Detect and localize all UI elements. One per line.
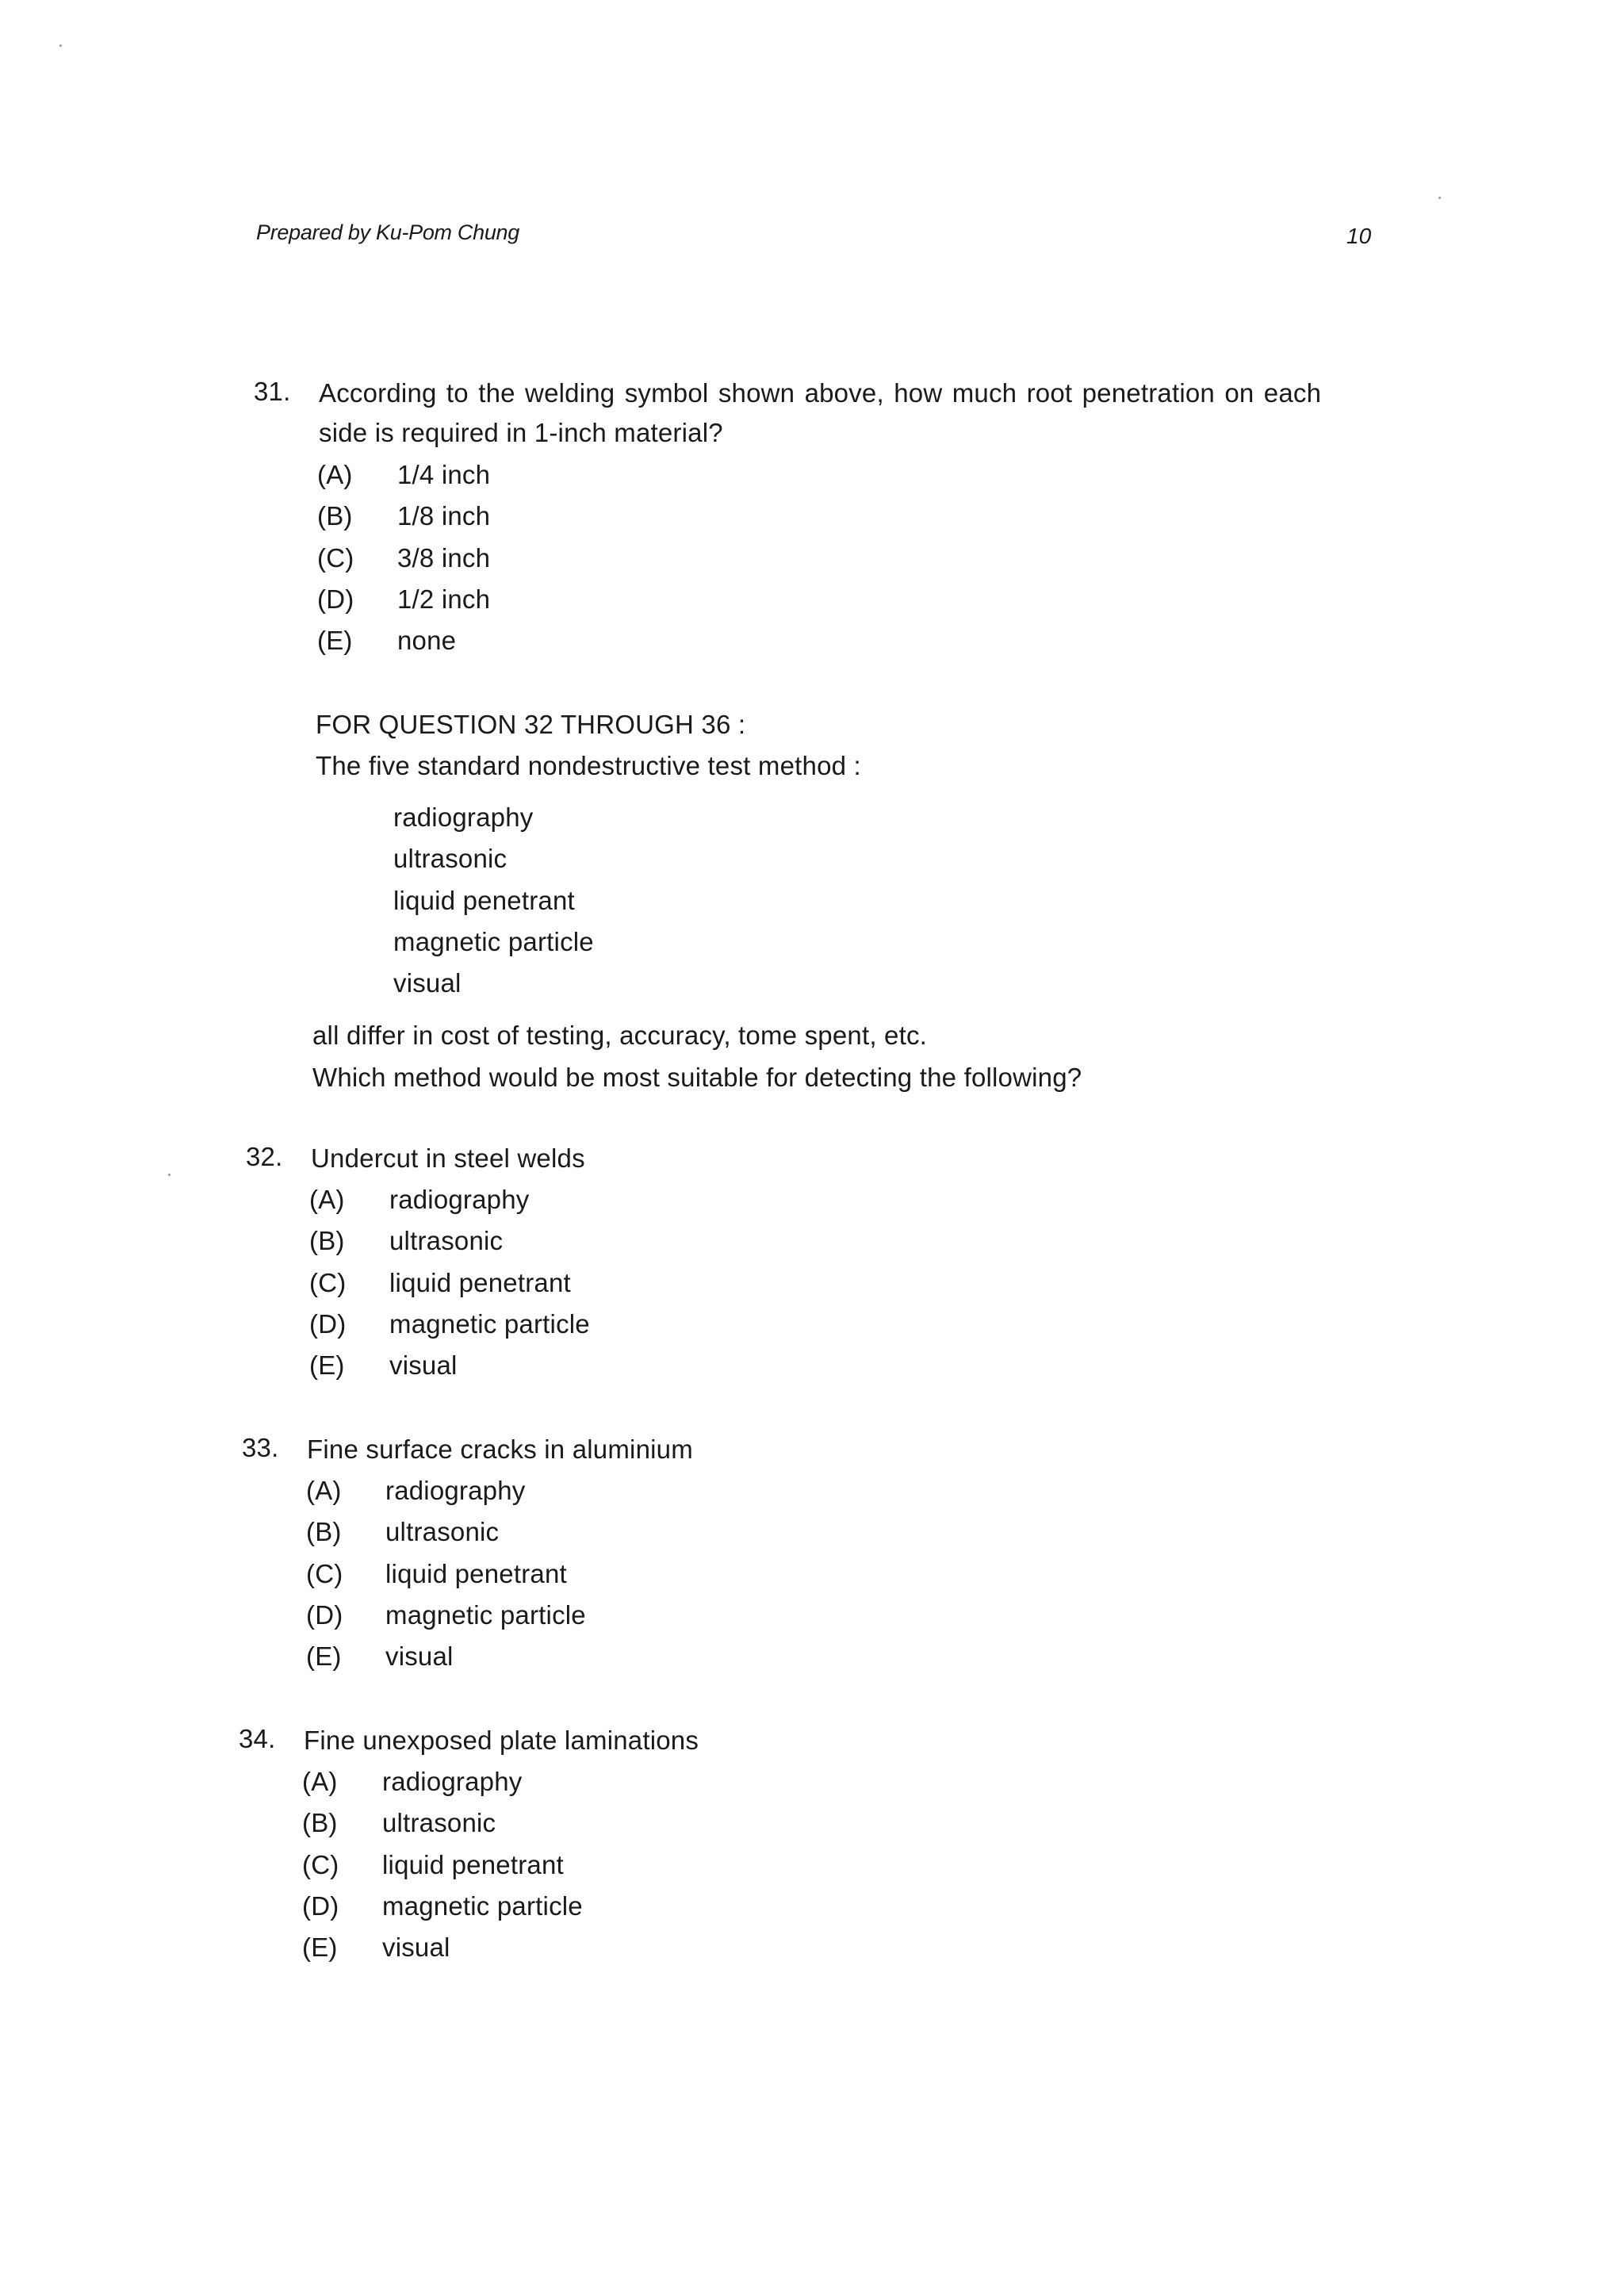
option-text: radiography: [382, 1767, 523, 1796]
method-item: radiography: [393, 802, 534, 832]
option-text: magnetic particle: [382, 1891, 583, 1921]
scan-speck: [59, 44, 62, 47]
scan-speck: [1438, 197, 1441, 199]
option-text: magnetic particle: [389, 1309, 590, 1339]
question-number: 33.: [242, 1433, 279, 1462]
page-number: 10: [1346, 224, 1372, 248]
section-question: Which method would be most suitable for detecting the following?: [312, 1063, 1082, 1092]
option-letter: (A): [317, 460, 353, 489]
option-text: ultrasonic: [385, 1517, 500, 1546]
option-text: radiography: [389, 1185, 530, 1214]
question-stem: Fine surface cracks in aluminium: [307, 1435, 693, 1464]
option-letter: (B): [302, 1808, 338, 1837]
option-letter: (B): [306, 1517, 342, 1546]
option-text: none: [397, 626, 457, 655]
option-text: 3/8 inch: [397, 543, 491, 573]
option-text: 1/8 inch: [397, 501, 491, 531]
question-number: 32.: [246, 1142, 283, 1171]
option-letter: (C): [317, 543, 354, 573]
option-text: 1/2 inch: [397, 584, 491, 614]
option-letter: (B): [317, 501, 353, 531]
option-text: ultrasonic: [389, 1226, 504, 1255]
option-letter: (D): [302, 1891, 339, 1921]
question-number: 34.: [239, 1724, 276, 1753]
option-letter: (E): [302, 1933, 338, 1962]
option-text: magnetic particle: [385, 1600, 586, 1630]
option-text: liquid penetrant: [385, 1559, 567, 1588]
option-letter: (E): [317, 626, 353, 655]
option-letter: (C): [309, 1268, 347, 1297]
method-item: liquid penetrant: [393, 886, 575, 915]
question-number: 31.: [254, 377, 291, 406]
option-letter: (C): [306, 1559, 343, 1588]
option-text: radiography: [385, 1476, 526, 1505]
option-text: visual: [382, 1933, 450, 1962]
option-letter: (C): [302, 1850, 339, 1879]
question-stem: Undercut in steel welds: [311, 1143, 585, 1173]
section-note: all differ in cost of testing, accuracy, tome spent, etc.: [312, 1021, 928, 1050]
section-heading: FOR QUESTION 32 THROUGH 36 :: [316, 710, 746, 739]
question-stem: side is required in 1-inch material?: [319, 418, 723, 447]
option-text: liquid penetrant: [389, 1268, 571, 1297]
option-letter: (D): [317, 584, 354, 614]
scan-speck: [168, 1174, 170, 1176]
header-author: Prepared by Ku-Pom Chung: [256, 220, 519, 244]
option-text: 1/4 inch: [397, 460, 491, 489]
question-stem: Fine unexposed plate laminations: [304, 1726, 699, 1755]
option-letter: (A): [306, 1476, 342, 1505]
section-intro: The five standard nondestructive test method :: [316, 751, 861, 780]
method-item: ultrasonic: [393, 844, 508, 873]
option-letter: (D): [306, 1600, 343, 1630]
method-item: magnetic particle: [393, 927, 594, 956]
option-letter: (E): [309, 1350, 345, 1380]
option-letter: (E): [306, 1641, 342, 1671]
method-item: visual: [393, 968, 462, 998]
option-text: visual: [385, 1641, 454, 1671]
option-letter: (B): [309, 1226, 345, 1255]
option-letter: (A): [309, 1185, 345, 1214]
option-letter: (A): [302, 1767, 338, 1796]
option-text: ultrasonic: [382, 1808, 496, 1837]
option-letter: (D): [309, 1309, 347, 1339]
option-text: visual: [389, 1350, 458, 1380]
question-stem: According to the welding symbol shown above, how much root penetration on each: [319, 378, 1322, 408]
option-text: liquid penetrant: [382, 1850, 564, 1879]
